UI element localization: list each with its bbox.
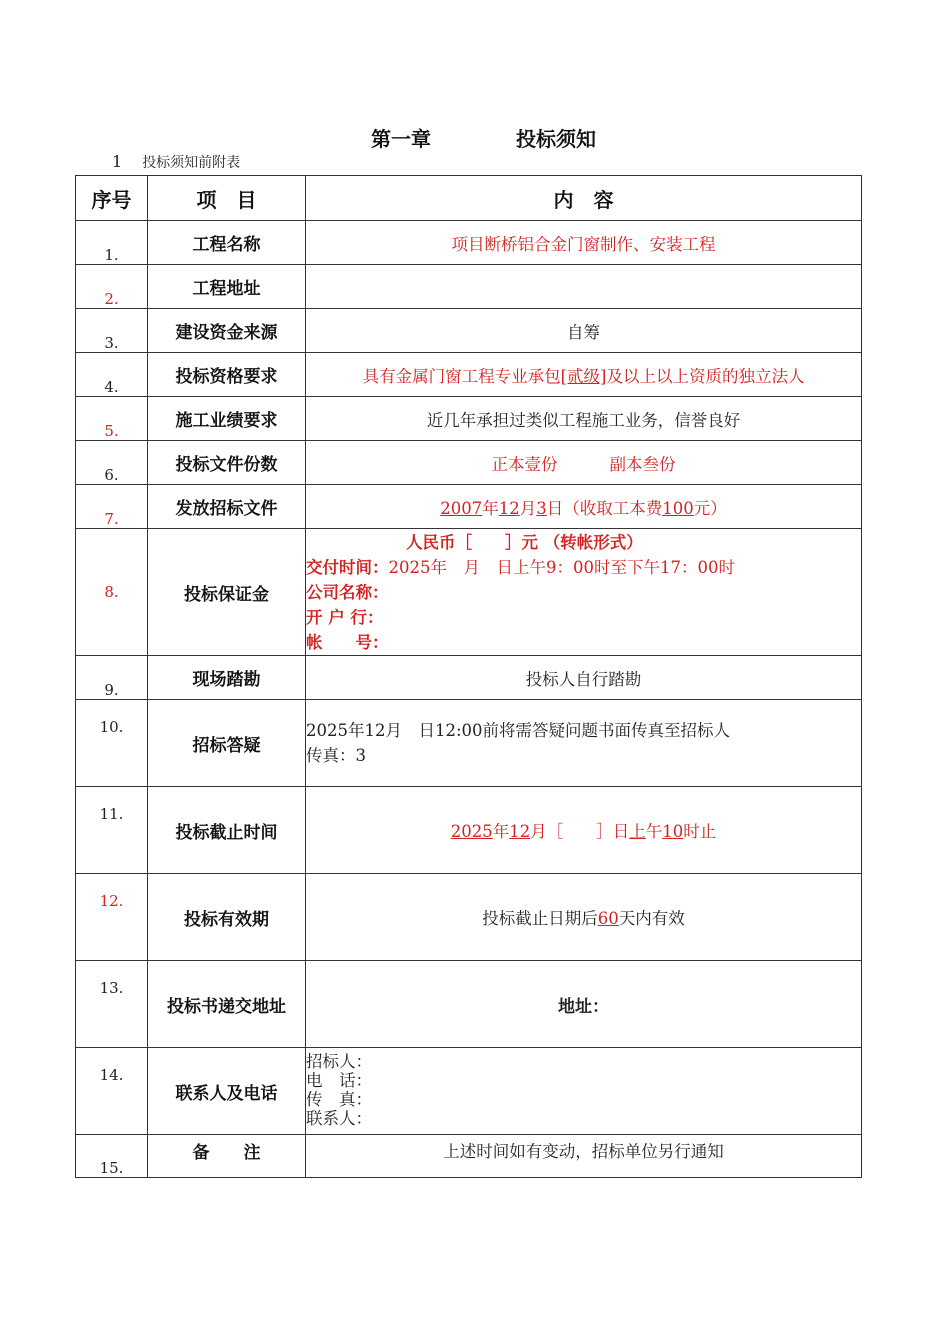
- table-row: [76, 874, 862, 961]
- table-row: [76, 441, 862, 485]
- year-unit: 年: [482, 498, 499, 518]
- row-number: 3.: [76, 309, 148, 353]
- row-number: 6.: [76, 441, 148, 485]
- row-number: 1.: [76, 221, 148, 265]
- row-content: [306, 485, 862, 529]
- row-item: 备 注: [148, 1135, 306, 1178]
- table-row: [76, 1048, 862, 1135]
- row-content: [306, 441, 862, 485]
- qualification-text-b: 及以上以上资质的独立法人: [606, 366, 805, 386]
- chapter-label: 第一章: [371, 127, 431, 151]
- deadline-month: 12: [509, 822, 531, 841]
- duplicate-copies: 副本叁份: [609, 454, 676, 474]
- table-row: [76, 265, 862, 309]
- deposit-time: [306, 555, 861, 580]
- row-number: 7.: [76, 485, 148, 529]
- table-row: [76, 221, 862, 265]
- hour-unit: 时止: [683, 822, 717, 841]
- row-item: 工程名称: [148, 221, 306, 265]
- row-number: 12.: [76, 874, 148, 961]
- row-number: 10.: [76, 700, 148, 787]
- row-number: 4.: [76, 353, 148, 397]
- contact-person: 联系人：: [306, 1109, 372, 1128]
- section-number: 1: [112, 152, 123, 171]
- row-content: [306, 265, 862, 309]
- deposit-account: 帐 号：: [306, 633, 389, 652]
- row-item: 招标答疑: [148, 700, 306, 787]
- row-number: 13.: [76, 961, 148, 1048]
- row-number: 5.: [76, 397, 148, 441]
- year-unit: 年: [492, 822, 510, 841]
- row-number: 2.: [76, 265, 148, 309]
- month-unit: 月［ ］日: [530, 822, 630, 841]
- original-copies: 正本壹份: [491, 454, 558, 474]
- row-item: 投标保证金: [148, 529, 306, 656]
- row-number: 9.: [76, 656, 148, 700]
- row-item: 投标资格要求: [148, 353, 306, 397]
- chapter-title-text: 投标须知: [516, 127, 596, 151]
- table-row: [76, 353, 862, 397]
- header-item: 项 目: [148, 176, 306, 221]
- table-header-row: [76, 176, 862, 221]
- chapter-title: [0, 123, 950, 153]
- issue-year: 2007: [440, 498, 483, 518]
- row-item: 建设资金来源: [148, 309, 306, 353]
- issue-month: 12: [498, 498, 520, 518]
- row-content: 近几年承担过类似工程施工业务，信誉良好: [306, 397, 862, 441]
- row-content: 投标人自行踏勘: [306, 656, 862, 700]
- deposit-time-label: 交付时间：: [306, 558, 389, 577]
- qualification-text-a: 具有金属门窗工程专业承包: [362, 366, 561, 386]
- row-item: 发放招标文件: [148, 485, 306, 529]
- row-number: 14.: [76, 1048, 148, 1135]
- table-row: [76, 485, 862, 529]
- row-content: [306, 1048, 862, 1135]
- row-item: 联系人及电话: [148, 1048, 306, 1135]
- row-content: 自筹: [306, 309, 862, 353]
- row-item: 工程地址: [148, 265, 306, 309]
- section-heading: [112, 152, 240, 172]
- table-row: [76, 397, 862, 441]
- row-content: [306, 787, 862, 874]
- row-item: 施工业绩要求: [148, 397, 306, 441]
- qualification-grade: [贰级]: [560, 366, 607, 386]
- deadline-am: 上: [629, 822, 646, 841]
- table-row: [76, 1135, 862, 1178]
- month-unit: 月: [519, 498, 537, 518]
- bidding-info-table: [75, 175, 862, 1178]
- row-content: [306, 874, 862, 961]
- row-content: 项目断桥铝合金门窗制作、安装工程: [306, 221, 862, 265]
- qa-deadline: 2025年12月 日12:00前将需答疑问题书面传真至招标人: [306, 721, 731, 740]
- issue-fee: 100: [662, 498, 694, 518]
- qa-fax: 传真：3: [306, 746, 366, 765]
- deposit-time-value: 2025年 月 日上午9：00时至下午17：00时: [388, 558, 735, 577]
- table-row: [76, 529, 862, 656]
- row-content: 上述时间如有变动，招标单位另行通知: [306, 1135, 862, 1178]
- row-content: [306, 353, 862, 397]
- row-content: [306, 700, 862, 787]
- table-row: [76, 656, 862, 700]
- deposit-bank: 开 户 行：: [306, 608, 384, 627]
- row-number: 11.: [76, 787, 148, 874]
- header-number: 序号: [76, 176, 148, 221]
- row-item: 投标截止时间: [148, 787, 306, 874]
- row-number: 8.: [76, 529, 148, 656]
- issue-day: 3: [536, 498, 547, 518]
- validity-days: 60: [597, 909, 619, 928]
- header-content: 内 容: [306, 176, 862, 221]
- row-item: 现场踏勘: [148, 656, 306, 700]
- section-title: 投标须知前附表: [142, 155, 241, 171]
- row-item: 投标文件份数: [148, 441, 306, 485]
- table-row: [76, 700, 862, 787]
- validity-text-a: 投标截止日期后: [482, 909, 598, 928]
- contact-tenderer: 招标人：: [306, 1052, 372, 1071]
- issue-rest: 日（收取工本费: [546, 498, 663, 518]
- row-content: [306, 529, 862, 656]
- deposit-company: 公司名称：: [306, 583, 389, 602]
- deadline-year: 2025: [450, 822, 493, 841]
- table-row: [76, 787, 862, 874]
- deadline-hour: 10: [662, 822, 684, 841]
- validity-text-b: 天内有效: [618, 909, 685, 928]
- am-unit: 午: [645, 822, 663, 841]
- fee-unit: 元）: [693, 498, 727, 518]
- row-content: 地址：: [306, 961, 862, 1048]
- row-number: 15.: [76, 1135, 148, 1178]
- contact-fax: 传 真：: [306, 1090, 372, 1109]
- contact-phone: 电 话：: [306, 1071, 372, 1090]
- row-item: 投标有效期: [148, 874, 306, 961]
- row-item: 投标书递交地址: [148, 961, 306, 1048]
- table-row: [76, 309, 862, 353]
- deposit-amount: 人民币［ ］元 （转帐形式）: [406, 533, 643, 552]
- table-row: [76, 961, 862, 1048]
